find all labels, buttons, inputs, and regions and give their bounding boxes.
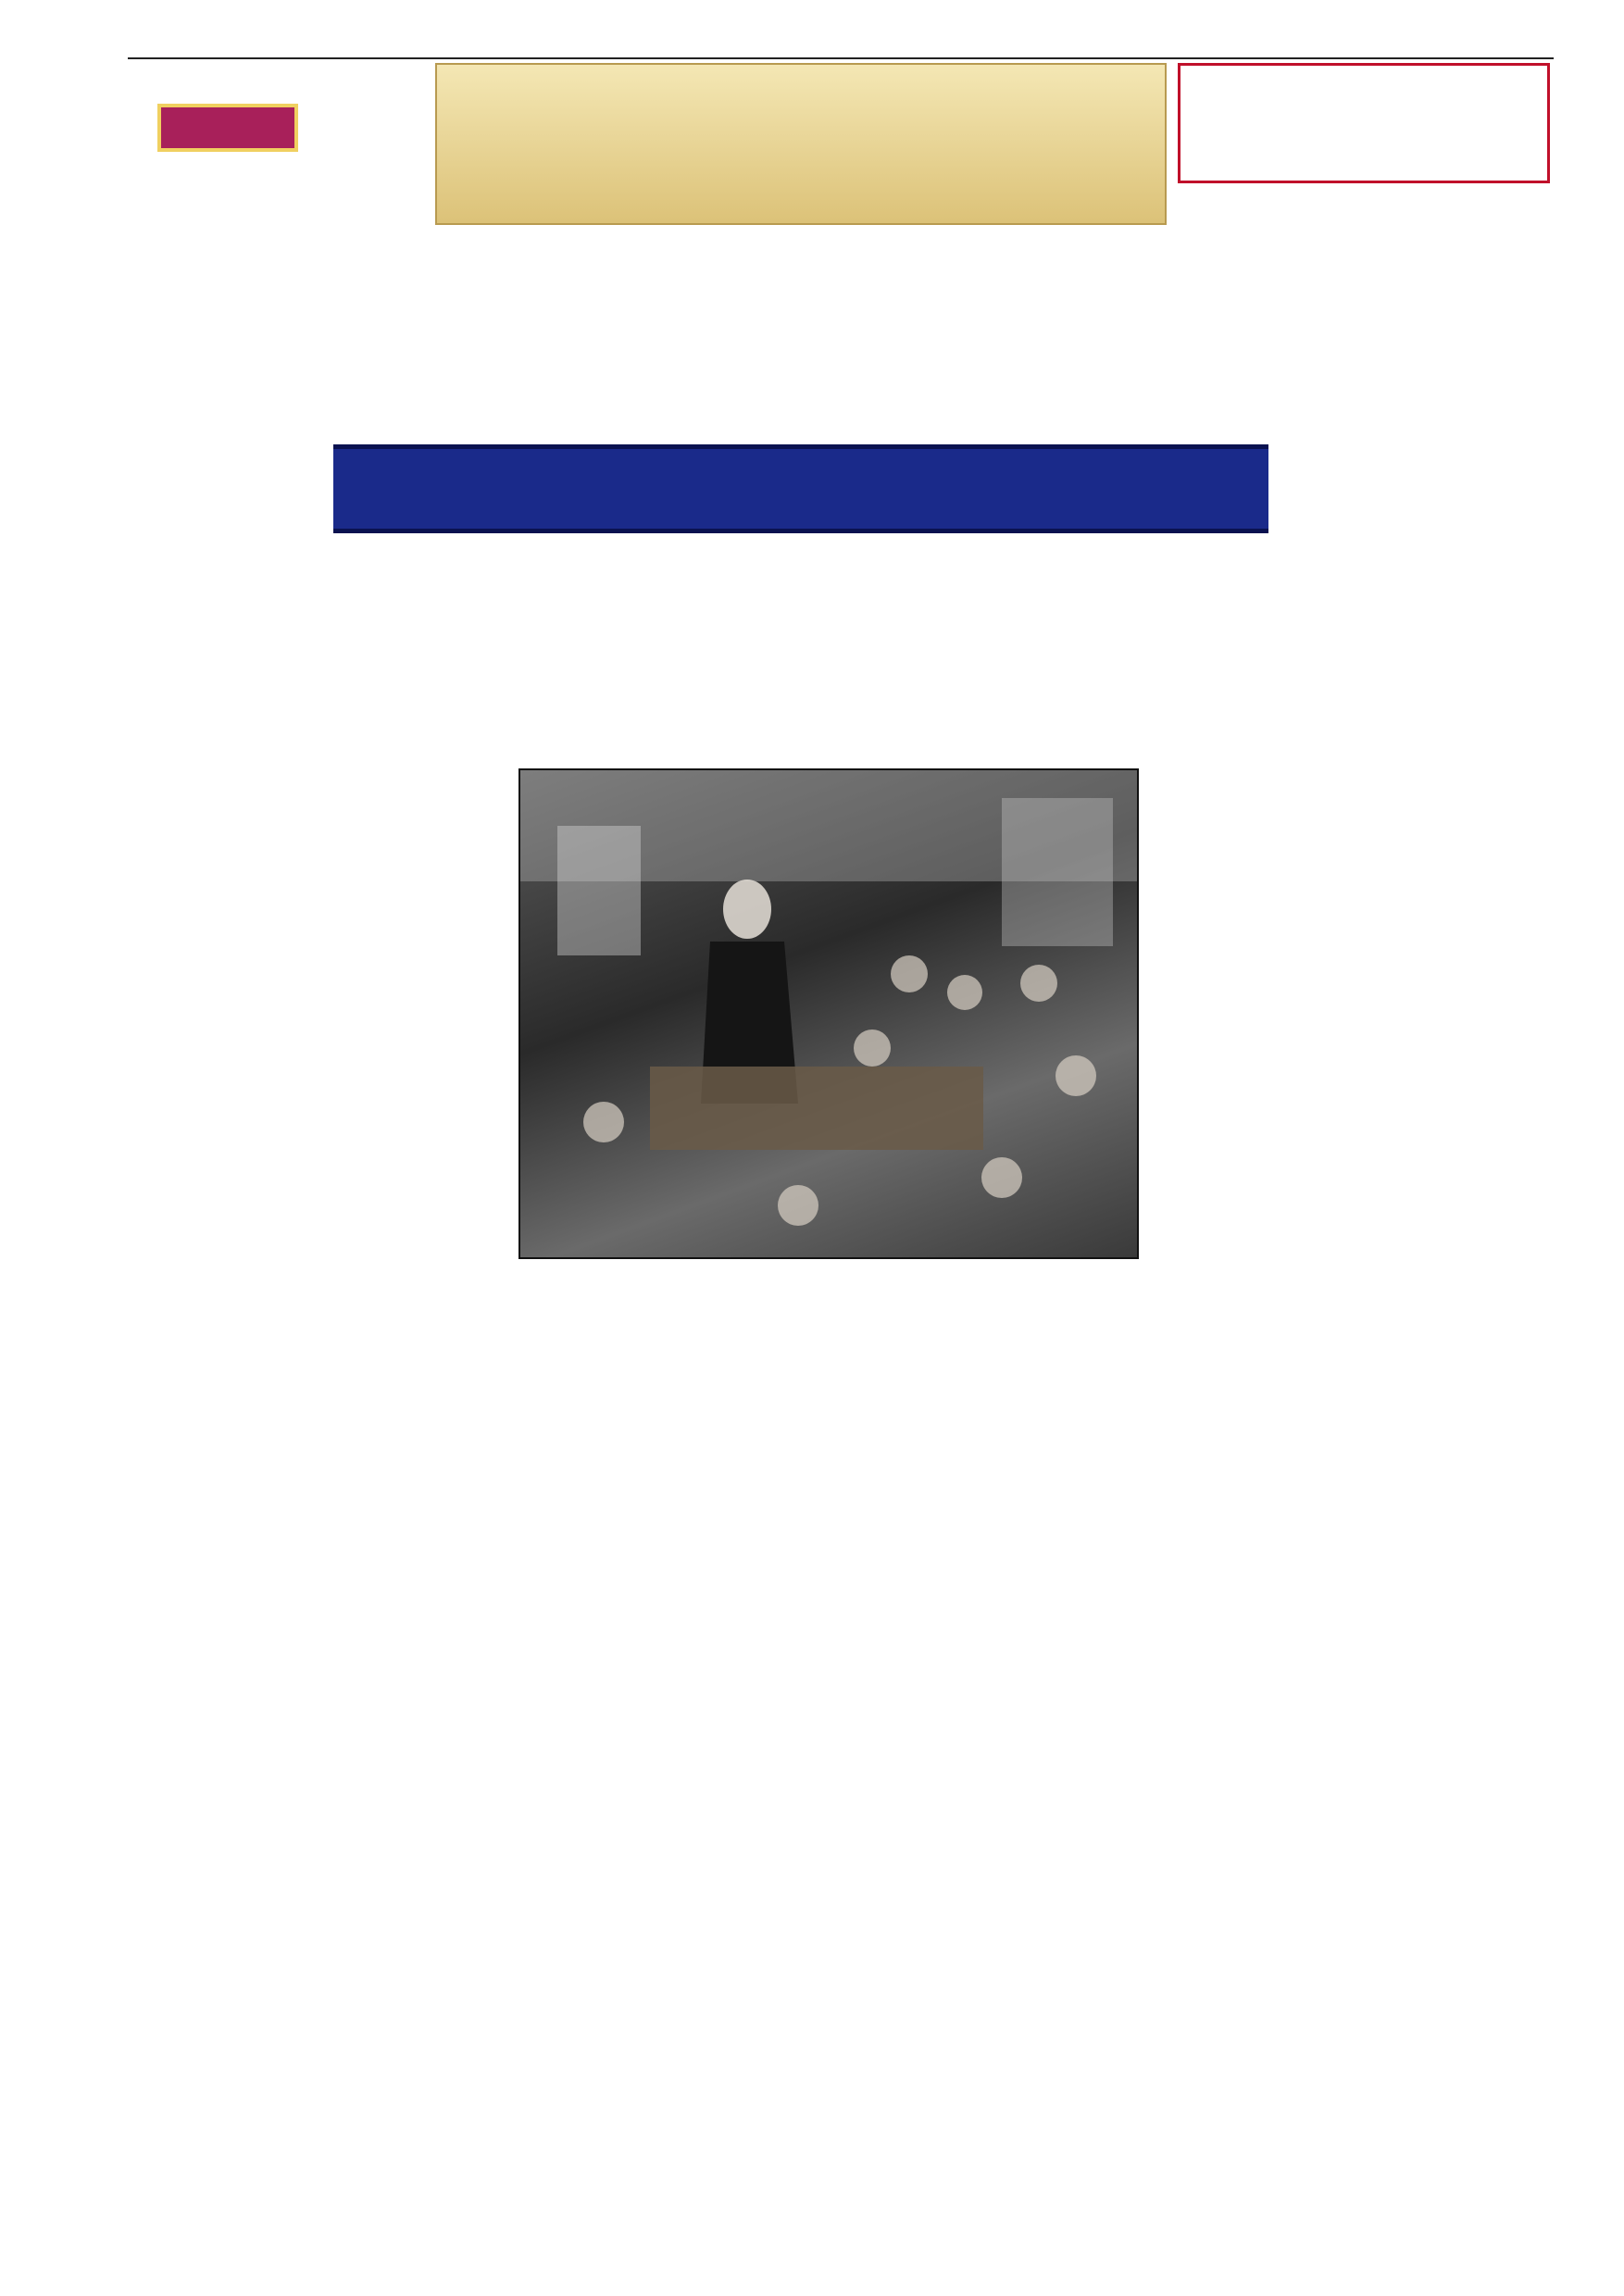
top-rule <box>128 57 1554 59</box>
lower-tier2 <box>134 1620 1509 1940</box>
para-u8 <box>1143 1087 1509 1286</box>
month-badge <box>157 104 298 152</box>
para-u4 <box>1268 443 1509 762</box>
para-l4 <box>134 1949 1509 2273</box>
photo-caption <box>518 1261 1139 1350</box>
upper-tier4-right <box>1143 1087 1509 1286</box>
para-l0 <box>1143 1292 1509 1611</box>
publisher-box <box>1178 63 1550 183</box>
article-kicker <box>1518 222 1546 500</box>
lower-tier1-left <box>134 1292 514 1611</box>
para-u3 <box>134 443 333 762</box>
upper-tier2-left <box>134 443 333 762</box>
upper-right-block <box>1005 222 1509 440</box>
upper-tier2-mid <box>333 537 1268 762</box>
photo-scene-svg <box>520 770 1139 1259</box>
masthead-logo-box <box>435 63 1167 225</box>
upper-tier3-a <box>1143 765 1509 1084</box>
upper-tier2-right <box>1268 443 1509 762</box>
photo-ozaki <box>518 768 1139 1259</box>
para-u5 <box>333 537 1268 762</box>
para-l3 <box>134 1620 1509 1940</box>
para-l2 <box>518 1352 1139 1616</box>
lower-tier1-right <box>1143 1292 1509 1611</box>
para-u6 <box>1143 765 1509 1084</box>
para-u1 <box>1005 222 1509 440</box>
lower-tier1-mid <box>518 1352 1139 1616</box>
upper-tier1 <box>134 222 995 440</box>
para-l1 <box>134 1292 514 1611</box>
article-signature <box>122 2009 150 2277</box>
lower-tier3 <box>134 1949 1509 2273</box>
para-u2 <box>134 222 995 440</box>
